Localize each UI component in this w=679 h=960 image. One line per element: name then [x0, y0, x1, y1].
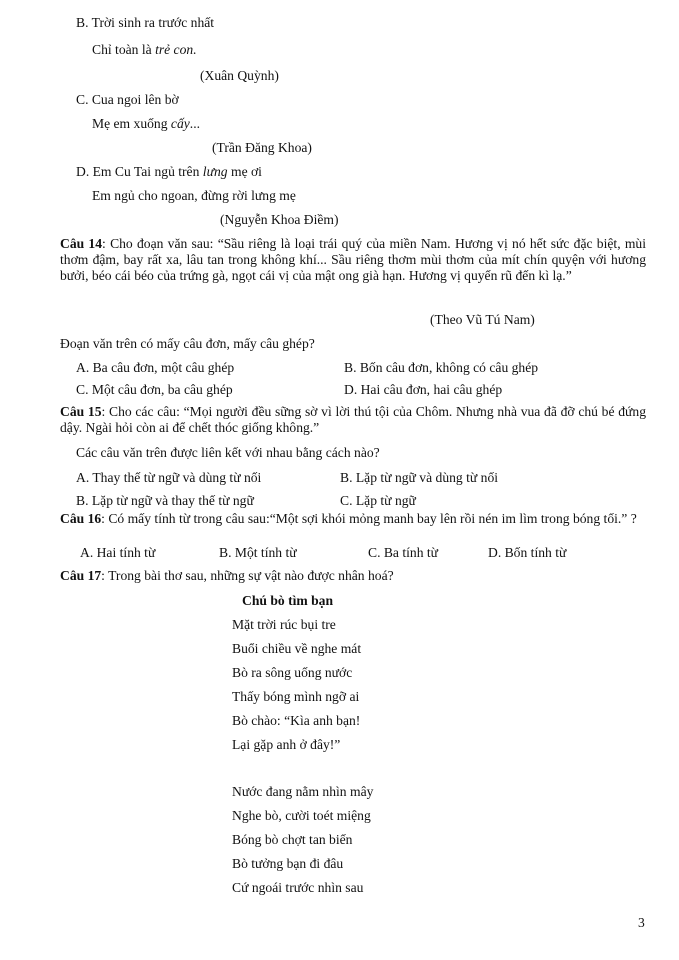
question-16-option-d: D. Bốn tính từ	[488, 545, 567, 560]
question-14-prompt: Đoạn văn trên có mấy câu đơn, mấy câu ghép?	[60, 336, 315, 351]
poem-line: Bóng bò chợt tan biến	[232, 832, 353, 847]
option-c-line-2-emphasis: cấy	[170, 116, 190, 131]
poem-line: Bò chào: “Kìa anh bạn!	[232, 713, 361, 728]
question-16-option-b: B. Một tính từ	[219, 545, 297, 560]
question-16-option-a: A. Hai tính từ	[80, 545, 156, 560]
poem-line: Bò tưởng bạn đi đâu	[232, 856, 344, 871]
question-16-label: Câu 16	[60, 511, 102, 526]
option-c-line-2-ellipsis: ...	[189, 116, 200, 131]
option-d-line-1-end: mẹ ơi	[227, 164, 262, 179]
question-17-label: Câu 17	[60, 568, 102, 583]
option-b-author: (Xuân Quỳnh)	[200, 68, 279, 83]
poem-line: Nghe bò, cười toét miệng	[232, 808, 371, 823]
question-17-text	[60, 567, 394, 585]
option-b-line-2	[92, 41, 197, 59]
question-15-option-c: B. Lặp từ ngữ và thay thế từ ngữ	[76, 493, 254, 508]
question-15-body: : Cho các câu: “Mọi người đều sững sờ vì lời thú tội của Chôm. Nhưng nhà vua đã đỡ chú bé đứng dậy. Ngài hỏi còn ai để chết thóc giống không.”	[60, 404, 646, 435]
question-14-source: (Theo Vũ Tú Nam)	[430, 312, 535, 327]
question-15-label: Câu 15	[60, 404, 102, 419]
poem-line: Mặt trời rúc bụi tre	[232, 617, 336, 632]
poem-title: Chú bò tìm bạn	[242, 593, 334, 608]
poem-line: Bò ra sông uống nước	[232, 665, 353, 680]
option-b-line-1: B. Trời sinh ra trước nhất	[76, 15, 215, 30]
question-17-body: : Trong bài thơ sau, những sự vật nào được nhân hoá?	[101, 568, 394, 583]
option-d-line-1-emphasis: lưng	[202, 164, 228, 179]
option-d-author: (Nguyễn Khoa Điềm)	[220, 212, 339, 227]
poem-line: Buổi chiều về nghe mát	[232, 641, 362, 656]
page-number: 3	[638, 915, 645, 930]
poem-line: Lại gặp anh ở đây!”	[232, 737, 341, 752]
question-14-option-c: C. Một câu đơn, ba câu ghép	[76, 382, 233, 397]
poem-line: Nước đang nằm nhìn mây	[232, 784, 374, 799]
option-d-line-1-text: D. Em Cu Tai ngủ trên	[76, 164, 203, 179]
option-c-line-1: C. Cua ngoi lên bờ	[76, 92, 179, 107]
option-d-line-2: Em ngủ cho ngoan, đừng rời lưng mẹ	[92, 188, 296, 203]
option-c-line-2-text: Mẹ em xuống	[92, 116, 171, 131]
question-14-option-b: B. Bốn câu đơn, không có câu ghép	[344, 360, 539, 375]
question-16-text	[60, 511, 646, 527]
question-14-body: : Cho đoạn văn sau: “Sầu riêng là loại trái quý của miền Nam. Hương vị nó hết sức đặc biệt, mùi thơm đậm, bay rất xa, lâu tan trong không khí... Sầu riêng thơm mùi thơm của mít chín quyện với hương bưởi, béo cái béo của trứng gà, ngọt cái vị của mật ong già hạn. Hương vị quyến rũ đến kì lạ.”	[60, 236, 646, 283]
question-14-option-d: D. Hai câu đơn, hai câu ghép	[344, 382, 503, 397]
poem-line: Cứ ngoái trước nhìn sau	[232, 880, 364, 895]
question-15-option-b: B. Lặp từ ngữ và dùng từ nối	[340, 470, 499, 485]
question-16-body: : Có mấy tính từ trong câu sau:“Một sợi khói mỏng manh bay lên rồi nén im lìm trong bóng tối.” ?	[101, 511, 637, 526]
option-c-line-2	[92, 115, 200, 133]
question-14-option-a: A. Ba câu đơn, một câu ghép	[76, 360, 235, 375]
question-15-option-a: A. Thay thế từ ngữ và dùng từ nối	[76, 470, 262, 485]
question-14-label: Câu 14	[60, 236, 103, 251]
question-14-text	[60, 236, 646, 284]
option-c-author: (Trần Đăng Khoa)	[212, 140, 312, 155]
option-b-line-2-text: Chỉ toàn là	[92, 42, 156, 57]
question-16-option-c: C. Ba tính từ	[368, 545, 439, 560]
option-d-line-1	[76, 163, 262, 181]
question-15-option-d: C. Lặp từ ngữ	[340, 493, 416, 508]
option-b-line-2-emphasis: trẻ con.	[155, 42, 197, 57]
question-15-prompt: Các câu văn trên được liên kết với nhau bằng cách nào?	[76, 445, 380, 460]
question-15-text	[60, 404, 646, 436]
poem-line: Thấy bóng mình ngỡ ai	[232, 689, 360, 704]
